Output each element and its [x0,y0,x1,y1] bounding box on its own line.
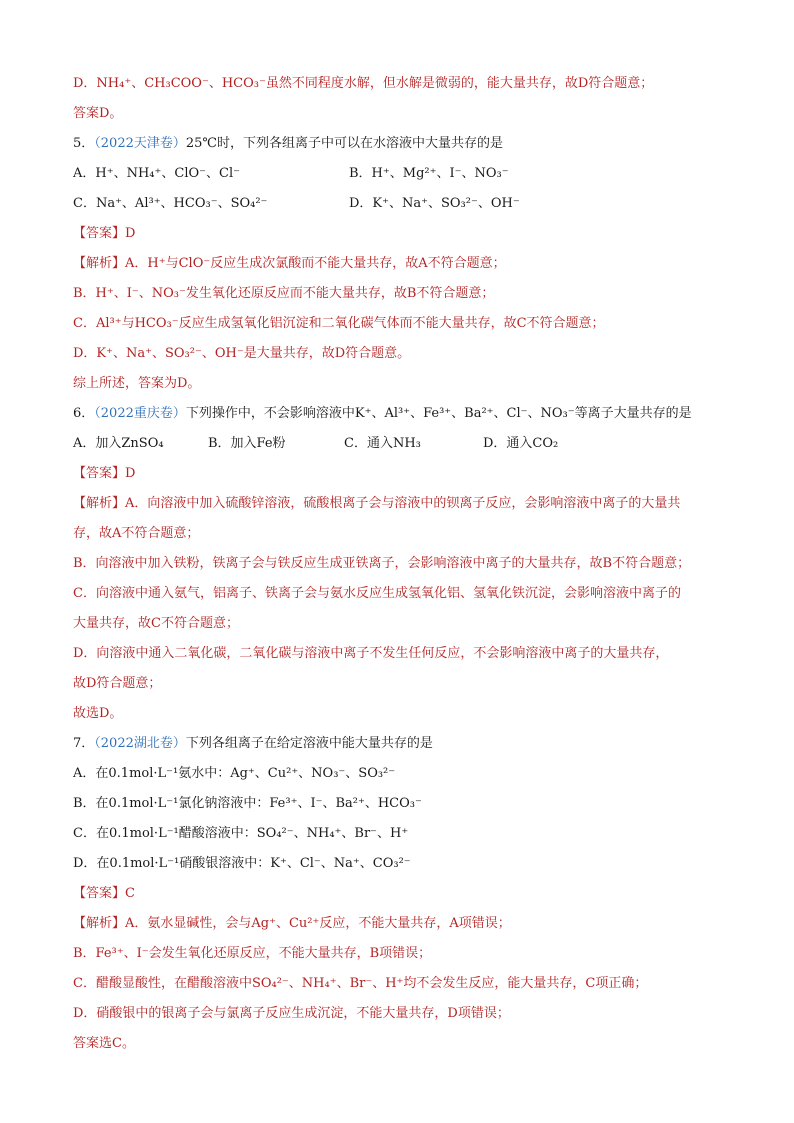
option-b: B．加入Fe粉 [208,436,286,451]
option-b: B．在0.1mol·L⁻¹氯化钠溶液中：Fe³⁺、I⁻、Ba²⁺、HCO₃⁻ [73,796,422,811]
option-c: C．Na⁺、Al³⁺、HCO₃⁻、SO₄²⁻ [73,196,268,211]
explanation-line: 故D符合题意； [73,676,162,691]
option-c: C．通入NH₃ [344,436,421,451]
option-a: A．在0.1mol·L⁻¹氨水中：Ag⁺、Cu²⁺、NO₃⁻、SO₃²⁻ [73,766,396,781]
option-c: C．在0.1mol·L⁻¹醋酸溶液中：SO₄²⁻、NH₄⁺、Br⁻、H⁺ [73,826,409,841]
options-row [73,436,733,452]
summary-line: 综上所述，答案为D。 [73,376,201,391]
question-text: 下列操作中，不会影响溶液中K⁺、Al³⁺、Fe³⁺、Ba²⁺、Cl⁻、NO₃⁻等离子大量共存的是 [185,406,692,421]
question-number: 5． [73,136,95,151]
source-tag: （2022重庆卷） [94,406,186,421]
option-d: D．在0.1mol·L⁻¹硝酸银溶液中：K⁺、Cl⁻、Na⁺、CO₃²⁻ [73,856,411,871]
answer-line: 答案D。 [73,106,123,121]
explanation-text: A．H⁺与ClO⁻反应生成次氯酸而不能大量共存，故A不符合题意； [125,256,506,271]
summary-line: 答案选C。 [73,1036,135,1051]
explanation-text: A．向溶液中加入硫酸锌溶液，硫酸根离子会与溶液中的钡离子反应，会影响溶液中离子的大量共 [125,496,681,511]
options-row [73,196,733,212]
explanation-line: B．Fe³⁺、I⁻会发生氧化还原反应，不能大量共存，B项错误； [73,946,432,961]
explanation-line: B．H⁺、I⁻、NO₃⁻发生氧化还原反应而不能大量共存，故B不符合题意； [73,286,495,301]
option-d: D．K⁺、Na⁺、SO₃²⁻、OH⁻ [349,196,520,211]
explanation-line: 存，故A不符合题意； [73,526,200,541]
question-6 [73,406,733,422]
summary-line: 故选D。 [73,706,123,721]
explanation-line [73,496,733,512]
option-b: B．H⁺、Mg²⁺、I⁻、NO₃⁻ [349,166,509,181]
question-7 [73,736,733,752]
options-row [73,166,733,182]
explanation-line [73,916,733,932]
explanation-line: 大量共存，故C不符合题意； [73,616,239,631]
explanation-label: 【解析】 [73,916,126,931]
explanation-line: D．K⁺、Na⁺、SO₃²⁻、OH⁻是大量共存，故D符合题意。 [73,346,411,361]
question-number: 7． [73,736,95,751]
explanation-line: C．醋酸显酸性，在醋酸溶液中SO₄²⁻、NH₄⁺、Br⁻、H⁺均不会发生反应，能大量共存，C项正确； [73,976,648,991]
source-tag: （2022湖北卷） [94,736,186,751]
answer-line: 【答案】C [73,886,135,901]
document-page [73,76,733,1066]
answer-line: 【答案】D [73,226,136,241]
option-d: D．通入CO₂ [483,436,559,451]
explanation-line: B．向溶液中加入铁粉，铁离子会与铁反应生成亚铁离子，会影响溶液中离子的大量共存，故B不符合题意； [73,556,691,571]
option-a: A．H⁺、NH₄⁺、ClO⁻、Cl⁻ [73,166,240,181]
explanation-line [73,256,733,272]
source-tag: （2022天津卷） [94,136,186,151]
explanation-line: C．Al³⁺与HCO₃⁻反应生成氢氧化铝沉淀和二氧化碳气体而不能大量共存，故C不符合题意； [73,316,605,331]
question-number: 6． [73,406,95,421]
question-text: 25℃时，下列各组离子中可以在水溶液中大量共存的是 [185,136,503,151]
explanation-line: D．向溶液中通入二氧化碳，二氧化碳与溶液中离子不发生任何反应，不会影响溶液中离子的大量共存， [73,646,669,661]
explanation-line: D．硝酸银中的银离子会与氯离子反应生成沉淀，不能大量共存，D项错误； [73,1006,510,1021]
explanation-label: 【解析】 [73,256,126,271]
explanation-label: 【解析】 [73,496,126,511]
explanation-line: C．向溶液中通入氨气，铝离子、铁离子会与氨水反应生成氢氧化铝、氢氧化铁沉淀，会影响溶液中离子的 [73,586,681,601]
question-5 [73,136,733,152]
explanation-text: A．氨水显碱性，会与Ag⁺、Cu²⁺反应，不能大量共存，A项错误； [125,916,511,931]
question-text: 下列各组离子在给定溶液中能大量共存的是 [185,736,433,751]
explanation-line: D．NH₄⁺、CH₃COO⁻、HCO₃⁻虽然不同程度水解，但水解是微弱的，能大量共存，故D符合题意； [73,76,654,91]
option-a: A．加入ZnSO₄ [73,436,164,451]
answer-line: 【答案】D [73,466,136,481]
